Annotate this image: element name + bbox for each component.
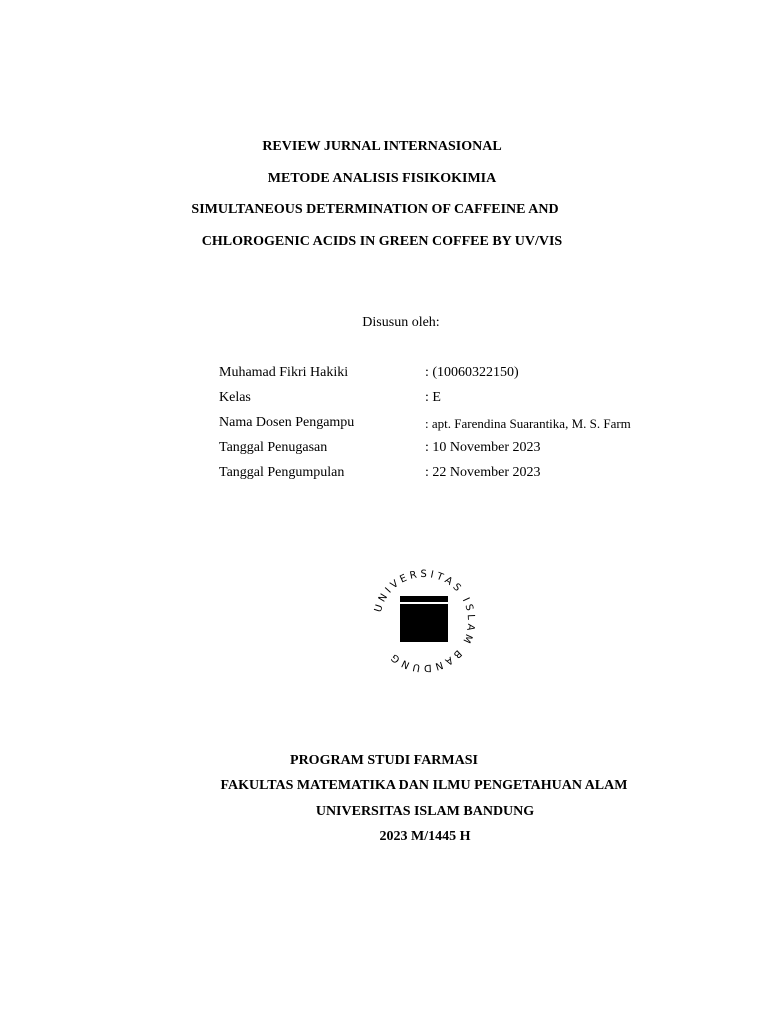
info-label: Nama Dosen Pengampu (219, 415, 355, 430)
title-line-1: REVIEW JURNAL INTERNASIONAL (262, 139, 502, 154)
info-row-class (219, 390, 679, 415)
footer-university: UNIVERSITAS ISLAM BANDUNG (315, 804, 535, 819)
logo-ring-text: UNIVERSITAS ISLAM BANDUNG (372, 568, 477, 674)
info-label: Kelas (219, 390, 251, 405)
kaaba-icon (400, 596, 448, 642)
info-value: : (10060322150) (425, 365, 519, 380)
footer-program: PROGRAM STUDI FARMASI (290, 753, 478, 768)
title-line-3: SIMULTANEOUS DETERMINATION OF CAFFEINE AND (191, 202, 559, 217)
info-row-lecturer (219, 415, 679, 440)
title-line-2: METODE ANALISIS FISIKOKIMIA (267, 171, 497, 186)
info-value: : 10 November 2023 (425, 440, 541, 455)
info-label: Tanggal Pengumpulan (219, 465, 345, 480)
info-row-submitted-date (219, 465, 679, 490)
info-label: Tanggal Penugasan (219, 440, 328, 455)
info-row-assigned-date (219, 440, 679, 465)
info-value: : E (425, 390, 441, 405)
info-row-name (219, 365, 679, 390)
info-value: : apt. Farendina Suarantika, M. S. Farm (425, 416, 631, 431)
title-line-4: CHLOROGENIC ACIDS IN GREEN COFFEE BY UV/VIS (201, 234, 563, 249)
footer-year: 2023 M/1445 H (379, 829, 471, 844)
author-label: Disusun oleh: (362, 315, 440, 330)
info-label: Muhamad Fikri Hakiki (219, 365, 349, 380)
info-table (219, 365, 679, 490)
info-value: : 22 November 2023 (425, 465, 541, 480)
university-logo (369, 566, 479, 676)
footer-faculty: FAKULTAS MATEMATIKA DAN ILMU PENGETAHUAN ALAM (220, 778, 628, 793)
